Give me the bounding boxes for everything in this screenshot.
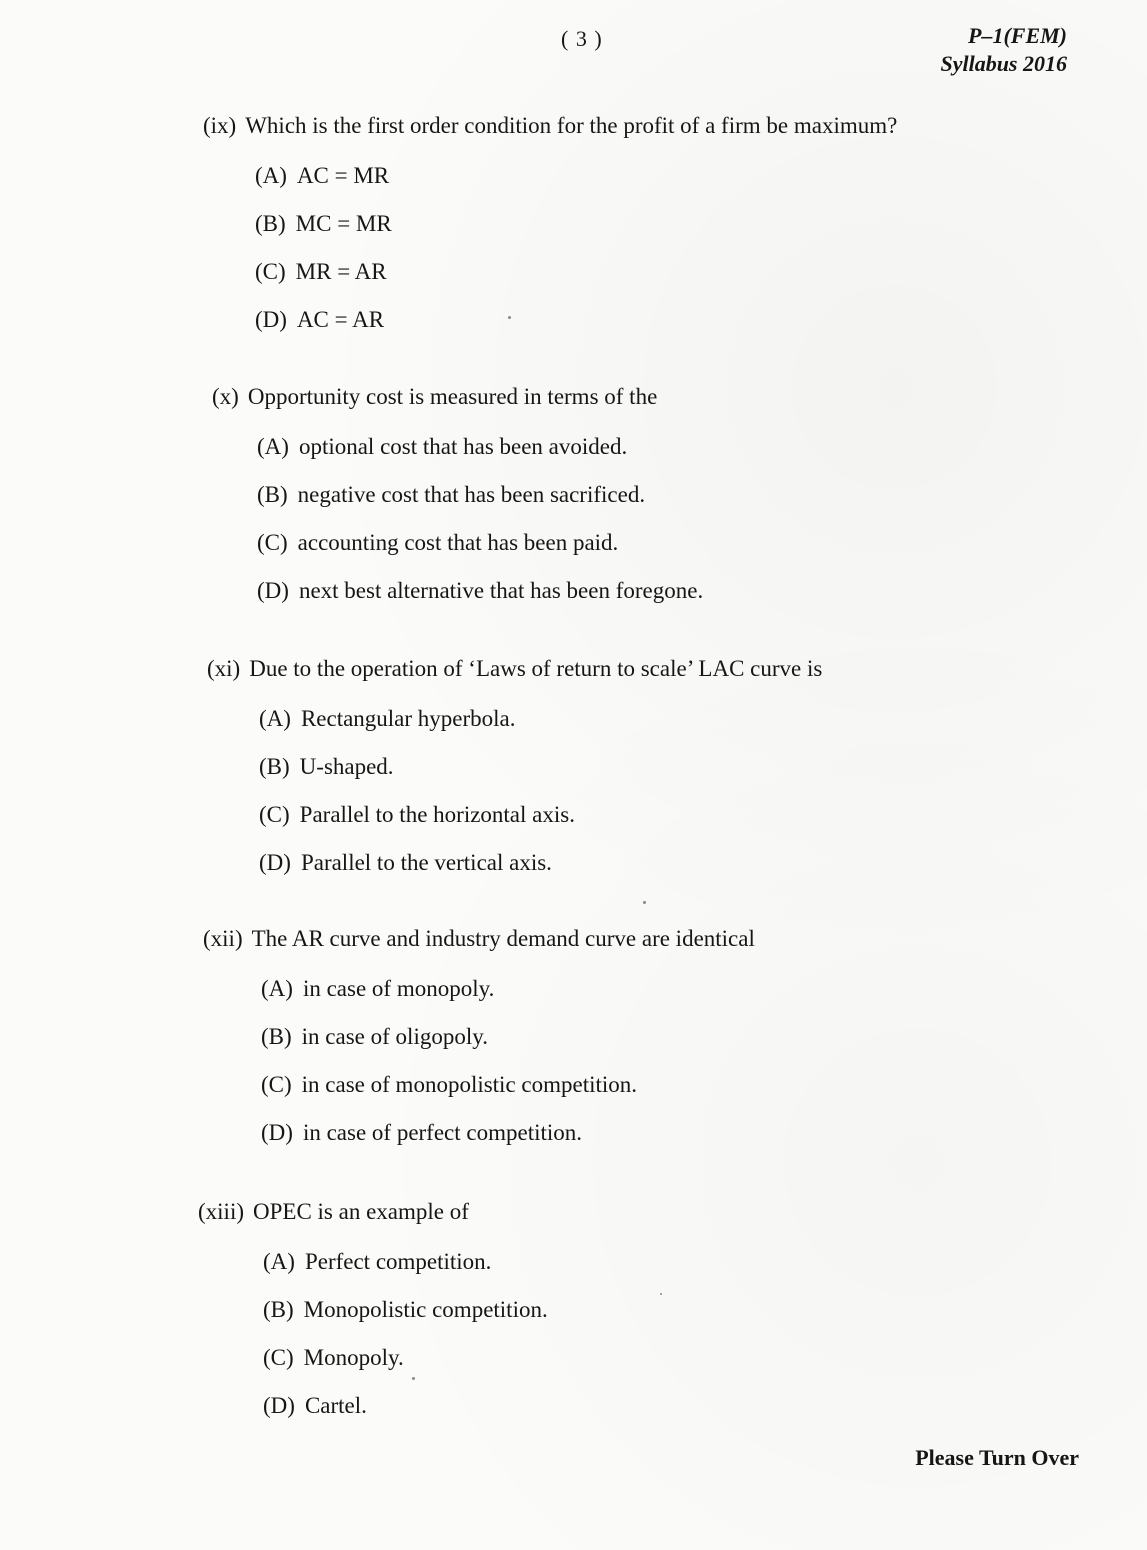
option-text: in case of perfect competition. — [302, 1120, 583, 1145]
option-label: (A) — [255, 163, 287, 188]
option-text: Parallel to the horizontal axis. — [299, 802, 575, 827]
option-label: (A) — [257, 434, 289, 459]
option-a — [259, 706, 822, 754]
option-label: (D) — [263, 1393, 295, 1418]
option-a — [257, 434, 703, 482]
option-text: optional cost that has been avoided. — [298, 434, 628, 459]
question-text: Due to the operation of ‘Laws of return to scale’ LAC curve is — [249, 656, 823, 681]
option-label: (C) — [255, 259, 286, 284]
option-text: Monopoly. — [303, 1345, 404, 1370]
question-text: Opportunity cost is measured in terms of the — [247, 384, 658, 409]
question-number: (ix) — [203, 113, 237, 138]
option-c — [259, 802, 822, 850]
option-label: (C) — [257, 530, 288, 555]
option-label: (D) — [255, 307, 287, 332]
option-c — [255, 259, 897, 307]
option-label: (B) — [259, 754, 290, 779]
option-d — [261, 1120, 755, 1168]
question-ix — [203, 113, 897, 355]
question-text: OPEC is an example of — [253, 1199, 469, 1224]
option-text: Cartel. — [304, 1393, 367, 1418]
option-b — [259, 754, 822, 802]
question-x — [212, 384, 703, 626]
option-d — [255, 307, 897, 355]
option-text: Parallel to the vertical axis. — [300, 850, 552, 875]
option-text: Perfect competition. — [304, 1249, 492, 1274]
question-stem — [203, 113, 897, 143]
option-label: (C) — [261, 1072, 292, 1097]
option-b — [261, 1024, 755, 1072]
option-text: in case of monopolistic competition. — [301, 1072, 638, 1097]
option-label: (C) — [259, 802, 290, 827]
option-label: (A) — [259, 706, 291, 731]
option-list — [261, 976, 755, 1168]
option-label: (D) — [257, 578, 289, 603]
option-a — [255, 163, 897, 211]
option-text: MC = MR — [295, 211, 392, 236]
option-list — [263, 1249, 548, 1441]
option-label: (D) — [259, 850, 291, 875]
question-stem — [207, 656, 822, 686]
option-text: MR = AR — [295, 259, 387, 284]
option-label: (B) — [255, 211, 286, 236]
option-c — [263, 1345, 548, 1393]
option-d — [259, 850, 822, 898]
option-d — [257, 578, 703, 626]
question-stem — [203, 926, 755, 956]
question-number: (x) — [212, 384, 239, 409]
paper-header — [940, 22, 1067, 78]
option-text: in case of monopoly. — [302, 976, 495, 1001]
option-text: U-shaped. — [299, 754, 394, 779]
option-list — [259, 706, 822, 898]
option-label: (C) — [263, 1345, 294, 1370]
option-d — [263, 1393, 548, 1441]
option-label: (A) — [261, 976, 293, 1001]
option-b — [257, 482, 703, 530]
option-label: (B) — [263, 1297, 294, 1322]
option-list — [255, 163, 897, 355]
option-list — [257, 434, 703, 626]
please-turn-over: Please Turn Over — [915, 1445, 1079, 1470]
option-text: in case of oligopoly. — [301, 1024, 488, 1049]
question-number: (xii) — [203, 926, 243, 951]
option-text: accounting cost that has been paid. — [297, 530, 619, 555]
option-c — [261, 1072, 755, 1120]
question-stem — [212, 384, 703, 414]
scan-speck — [643, 901, 646, 904]
option-label: (D) — [261, 1120, 293, 1145]
question-stem — [198, 1199, 548, 1229]
option-label: (A) — [263, 1249, 295, 1274]
option-b — [255, 211, 897, 259]
option-a — [261, 976, 755, 1024]
question-xii — [203, 926, 755, 1168]
question-number: (xi) — [207, 656, 241, 681]
option-text: AC = AR — [296, 307, 385, 332]
option-text: AC = MR — [296, 163, 390, 188]
paper-code: P–1(FEM) — [968, 23, 1067, 48]
option-text: negative cost that has been sacrificed. — [297, 482, 646, 507]
syllabus-year: Syllabus 2016 — [940, 51, 1067, 76]
option-b — [263, 1297, 548, 1345]
option-a — [263, 1249, 548, 1297]
page-number: ( 3 ) — [561, 26, 603, 51]
question-xi — [207, 656, 822, 898]
option-label: (B) — [257, 482, 288, 507]
option-text: Rectangular hyperbola. — [300, 706, 516, 731]
option-text: next best alternative that has been foregone. — [298, 578, 704, 603]
question-text: The AR curve and industry demand curve are identical — [251, 926, 755, 951]
scan-speck — [660, 1293, 662, 1295]
question-text: Which is the first order condition for the profit of a firm be maximum? — [245, 113, 898, 138]
option-text: Monopolistic competition. — [303, 1297, 548, 1322]
question-number: (xiii) — [198, 1199, 244, 1224]
scan-speck — [508, 316, 511, 319]
option-c — [257, 530, 703, 578]
scan-speck — [412, 1377, 415, 1380]
question-xiii — [198, 1199, 548, 1441]
option-label: (B) — [261, 1024, 292, 1049]
